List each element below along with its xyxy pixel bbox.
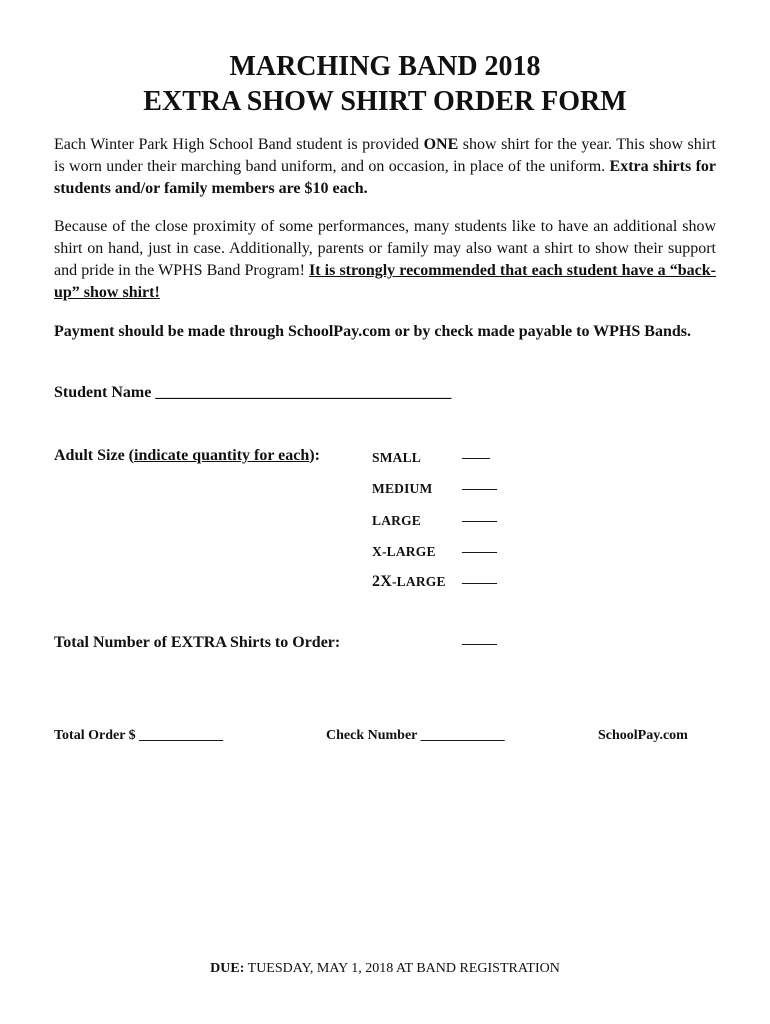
p1-price-note: Extra shirts for students and/or family members are $10 each. bbox=[54, 158, 716, 197]
student-name-blank[interactable]: _____________________________________ bbox=[155, 384, 452, 401]
title-line-1: MARCHING BAND 2018 bbox=[229, 51, 541, 82]
size-2xlarge-label bbox=[372, 573, 446, 591]
size-medium-quantity[interactable]: _____ bbox=[462, 477, 497, 492]
total-order-field[interactable]: Total Order $ ____________ bbox=[54, 728, 224, 743]
p2-text: Because of the close proximity of some performances, many students like to have an additional show shirt on hand, just in case. Additionally, parents or family may also want a shirt to show their support and pride in the WPHS Band Program! bbox=[54, 218, 716, 279]
p1-one: ONE bbox=[423, 136, 459, 153]
due-line bbox=[0, 961, 770, 977]
adult-size-instruction: indicate quantity for each bbox=[134, 447, 310, 464]
p1-text-a: Each Winter Park High School Band student is provided bbox=[54, 136, 424, 153]
title-line-2: EXTRA SHOW SHIRT ORDER FORM bbox=[143, 86, 627, 117]
schoolpay-label: SchoolPay.com bbox=[598, 728, 688, 743]
size-2xlarge-quantity[interactable]: _____ bbox=[462, 571, 497, 586]
size-xlarge-label: X-LARGE bbox=[372, 544, 436, 559]
size-large-label: LARGE bbox=[372, 513, 422, 528]
size-xlarge-quantity[interactable]: _____ bbox=[462, 540, 497, 555]
p1-text-b: show shirt for the year. This show shirt is worn under their marching band uniform, and on occasion, in place of the uniform. bbox=[54, 136, 716, 175]
adult-size-suffix: ): bbox=[309, 447, 320, 464]
total-shirts-quantity[interactable]: _____ bbox=[462, 632, 497, 647]
due-text: TUESDAY, MAY 1, 2018 AT BAND REGISTRATION bbox=[244, 961, 560, 976]
size-2xlarge-prefix: 2X bbox=[372, 573, 392, 590]
total-shirts-label: Total Number of EXTRA Shirts to Order: bbox=[54, 634, 341, 651]
intro-paragraph-2 bbox=[54, 216, 716, 304]
size-small-label: SMALL bbox=[372, 450, 422, 465]
size-2xlarge-suffix: -LARGE bbox=[391, 574, 446, 589]
student-name-field[interactable] bbox=[54, 384, 451, 402]
payment-note: Payment should be made through SchoolPay.com or by check made payable to WPHS Bands. bbox=[54, 323, 691, 340]
size-small-quantity[interactable]: ____ bbox=[462, 446, 490, 461]
student-name-label: Student Name bbox=[54, 384, 152, 401]
adult-size-label bbox=[54, 447, 320, 465]
adult-size-prefix: Adult Size ( bbox=[54, 447, 134, 464]
p2-recommendation: It is strongly recommended that each student have a “back-up” show shirt! bbox=[54, 262, 716, 301]
due-label: DUE: bbox=[210, 961, 245, 976]
size-large-quantity[interactable]: _____ bbox=[462, 509, 497, 524]
check-number-field[interactable]: Check Number ____________ bbox=[326, 728, 505, 743]
intro-paragraph-1 bbox=[54, 134, 716, 200]
size-medium-label: MEDIUM bbox=[372, 481, 433, 496]
